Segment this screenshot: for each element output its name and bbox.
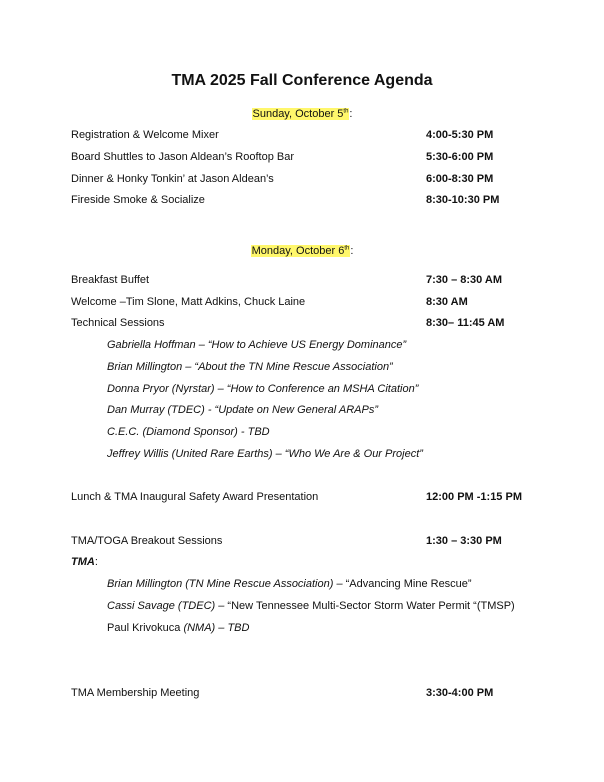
monday-header [0,245,604,257]
agenda-item-label: Technical Sessions [71,317,165,329]
session-text: C.E.C. (Diamond Sponsor) - TBD [107,426,270,438]
agenda-item-time: 8:30 AM [426,296,468,308]
agenda-item-label: Board Shuttles to Jason Aldean’s Rooftop Bar [71,151,294,163]
session-item [107,383,418,395]
agenda-item-label: Dinner & Honky Tonkin’ at Jason Aldean’s [71,173,274,185]
session-text: Donna Pryor (Nyrstar) – “How to Conference an MSHA Citation” [107,383,419,395]
agenda-item-label: TMA/TOGA Breakout Sessions [71,535,223,547]
monday-header-sup: th [344,245,350,252]
tma-session-item [107,622,249,634]
monday-header-highlight [251,245,354,257]
session-item [107,339,406,351]
tma-session-speaker: Cassi Savage (TDEC) – [107,600,225,612]
tma-session-speaker: Paul Krivokuca [107,622,184,634]
sunday-header-highlight [252,108,353,120]
session-text: Gabriella Hoffman – “How to Achieve US Energy Dominance” [107,339,407,351]
session-item [107,448,423,460]
agenda-item-label: Registration & Welcome Mixer [71,129,219,141]
agenda-item-time: 6:00-8:30 PM [426,173,494,185]
sunday-header-sup: th [343,108,349,115]
agenda-item-label: Lunch & TMA Inaugural Safety Award Presentation [71,491,319,503]
agenda-item-time: 3:30-4:00 PM [426,687,494,699]
session-text: Dan Murray (TDEC) - “Update on New General ARAPs” [107,404,379,416]
agenda-item-label: Breakfast Buffet [71,274,150,286]
agenda-item-time: 7:30 – 8:30 AM [426,274,503,286]
agenda-item-time: 4:00-5:30 PM [426,129,494,141]
agenda-item-label: TMA Membership Meeting [71,687,200,699]
session-item [107,361,393,373]
tma-label [71,556,98,568]
tma-label-text: TMA [71,556,95,568]
agenda-item-time: 12:00 PM -1:15 PM [426,491,522,503]
sunday-header-colon: : [349,108,353,120]
agenda-item-time: 8:30-10:30 PM [426,194,500,206]
tma-session-speaker: Brian Millington (TN Mine Rescue Association) – [107,578,343,590]
agenda-item-time: 1:30 – 3:30 PM [426,535,502,547]
sunday-header-day: Sunday, October 5 [252,108,344,120]
sunday-header [0,108,604,120]
session-item [107,404,378,416]
tma-session-topic: “New Tennessee Multi-Sector Storm Water Permit “(TMSP) [224,600,515,612]
session-text: Brian Millington – “About the TN Mine Rescue Association” [107,361,393,373]
agenda-item-label: Fireside Smoke & Socialize [71,194,205,206]
agenda-item-time: 8:30– 11:45 AM [426,317,505,329]
tma-label-colon: : [94,556,98,568]
tma-session-item [107,578,472,590]
monday-header-day: Monday, October 6 [251,245,345,257]
tma-session-topic: (NMA) – TBD [183,622,250,634]
agenda-item-label: Welcome –Tim Slone, Matt Adkins, Chuck Laine [71,296,306,308]
session-item [107,426,270,438]
agenda-item-time: 5:30-6:00 PM [426,151,494,163]
page-title: TMA 2025 Fall Conference Agenda [171,72,433,89]
tma-session-item [107,600,515,612]
monday-header-colon: : [350,245,354,257]
session-text: Jeffrey Willis (United Rare Earths) – “Who We Are & Our Project” [107,448,423,460]
tma-session-topic: “Advancing Mine Rescue” [342,578,472,590]
